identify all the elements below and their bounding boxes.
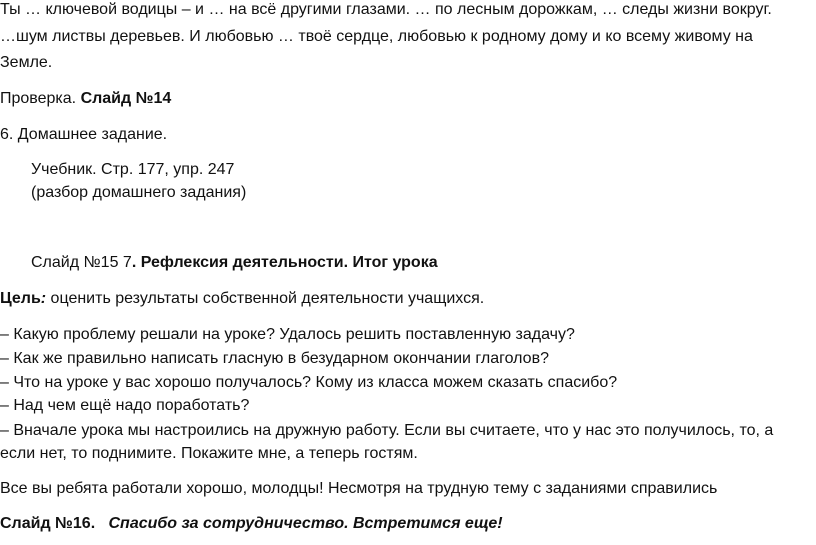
homework-textbook: Учебник. Стр. 177, упр. 247 [31, 161, 235, 178]
question-item: – Как же правильно написать гласную в безударном окончании глаголов? [0, 350, 549, 367]
check-label: Проверка. [0, 90, 81, 107]
question-item-continuation: если нет, то поднимите. Покажите мне, а теперь гостям. [0, 445, 418, 462]
paragraph-line: Ты … ключевой водицы – и … на всё другими глазами. … по лесным дорожкам, … следы жизни вокруг. [0, 1, 772, 18]
check-line [0, 89, 171, 109]
paragraph-line: Земле. [0, 54, 53, 71]
goal-line [0, 289, 484, 309]
goal-label: Цель [0, 290, 41, 307]
question-item: – Какую проблему решали на уроке? Удалось решить поставленную задачу? [0, 326, 575, 343]
paragraph-line: …шум листвы деревьев. И любовью … твоё сердце, любовью к родному дому и ко всему живому на [0, 28, 753, 45]
thanks-text: Спасибо за сотрудничество. Встретимся еще! [108, 515, 503, 532]
question-item: – Над чем ещё надо поработать? [0, 397, 250, 414]
praise-text: Все вы ребята работали хорошо, молодцы! Несмотря на трудную тему с заданиями справились [0, 480, 718, 497]
slide-14-label: Слайд №14 [80, 90, 172, 107]
slide-15-label: Слайд №15 7 [31, 254, 132, 271]
homework-heading: 6. Домашнее задание. [0, 126, 168, 143]
goal-text: оценить результаты собственной деятельности учащихся. [46, 290, 485, 307]
goal-colon: : [40, 290, 47, 307]
homework-note: (разбор домашнего задания) [31, 184, 247, 201]
question-item: – Вначале урока мы настроились на дружную работу. Если вы считаете, что у нас это получилось, то, а [0, 422, 774, 439]
final-line [0, 514, 503, 534]
question-item: – Что на уроке у вас хорошо получалось? Кому из класса можем сказать спасибо? [0, 374, 618, 391]
reflection-title: . Рефлексия деятельности. Итог урока [131, 254, 438, 271]
slide-16-label: Слайд №16. [0, 515, 96, 532]
reflection-heading [31, 253, 438, 273]
